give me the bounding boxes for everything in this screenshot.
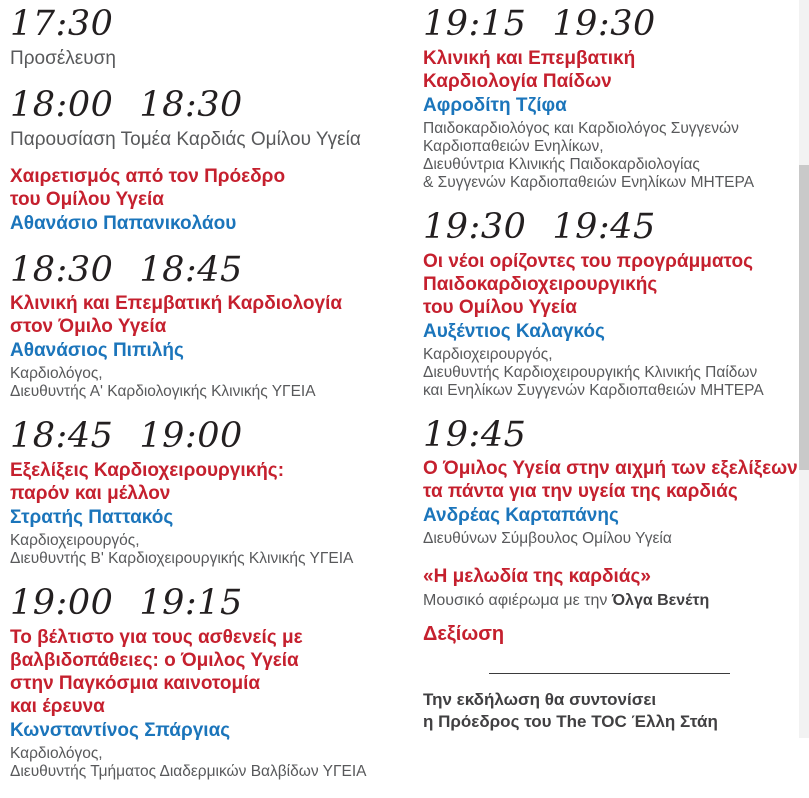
speaker-role [10, 532, 409, 568]
music-performer-name: Όλγα Βενέτη [611, 592, 710, 610]
talk-title-line: Καρδιολογία Παίδων [423, 70, 612, 92]
session-times [10, 6, 409, 44]
session-19-15 [423, 6, 795, 192]
session-19-45 [423, 414, 798, 549]
time-end: 18:30 [139, 84, 243, 125]
scrollbar-thumb[interactable] [799, 165, 809, 470]
time-start: 19:45 [423, 414, 527, 455]
talk-title-line: βαλβιδοπάθειες: ο Όμιλος Υγεία [10, 649, 299, 671]
time-end: 18:45 [139, 249, 243, 290]
time-end: 19:30 [552, 4, 656, 44]
talk-title [10, 165, 409, 211]
talk-title-line: στον Όμιλο Υγεία [10, 316, 167, 338]
speaker-role [423, 346, 795, 400]
speaker-name: Αυξέντιος Καλαγκός [423, 320, 605, 342]
speaker-role [10, 365, 409, 401]
talk-title-line: του Ομίλου Υγεία [10, 188, 164, 210]
speaker-role-line: Διευθυντής Τμήματος Διαδερμικών Βαλβίδων ΥΓΕΙΑ [10, 762, 367, 780]
speaker-role-line: Παιδοκαρδιολόγος και Καρδιολόγος Συγγενών [423, 119, 739, 137]
session-title: Προσέλευση [10, 47, 116, 69]
session-18-45 [10, 418, 409, 568]
speaker-role-line: και Ενηλίκων Συγγενών Καρδιοπαθειών ΜΗΤΕΡΑ [423, 381, 764, 399]
session-times [423, 6, 795, 44]
session-18-30 [10, 249, 409, 402]
talk-title [423, 250, 795, 319]
talk-title-line: Παιδοκαρδιοχειρουργικής [423, 273, 658, 295]
talk-title [10, 292, 409, 338]
music-tribute-title: «Η μελωδία της καρδιάς» [423, 566, 651, 588]
speaker-role-line: Καρδιοχειρουργός, [423, 345, 553, 363]
talk-title-line: Ο Όμιλος Υγεία στην αιχμή των εξελίξεων [423, 458, 798, 480]
talk-title-line: του Ομίλου Υγεία [423, 296, 577, 318]
time-start: 17:30 [10, 4, 114, 44]
reception-label: Δεξίωση [423, 623, 505, 646]
music-tribute-subtitle [423, 591, 795, 610]
footer-divider [489, 673, 730, 674]
session-17-30 [10, 6, 409, 70]
speaker-role-line: Διευθυντής Α' Καρδιολογικής Κλινικής ΥΓΕΙΑ [10, 383, 316, 401]
talk-title [10, 459, 409, 505]
time-start: 18:30 [10, 249, 114, 290]
speaker-name: Ανδρέας Καρταπάνης [423, 505, 619, 527]
session-times [10, 585, 409, 623]
moderator-note-line: η Πρόεδρος του The TOC Έλλη Στάη [423, 712, 718, 732]
talk-title-line: παρόν και μέλλον [10, 483, 171, 505]
time-start: 19:30 [423, 206, 527, 247]
program-column-right [423, 4, 798, 798]
talk-title-line: τα πάντα για την υγεία της καρδιάς [423, 481, 738, 503]
time-start: 19:15 [423, 4, 527, 44]
speaker-role-line: Καρδιοπαθειών Ενηλίκων, [423, 137, 604, 155]
session-times [423, 414, 795, 455]
session-19-00 [10, 585, 409, 781]
talk-title-line: Το βέλτιστο για τους ασθενείς με [10, 626, 303, 648]
talk-title-line: Κλινική και Επεμβατική [423, 47, 636, 69]
time-end: 19:15 [139, 583, 243, 624]
time-start: 19:00 [10, 583, 114, 624]
talk-title-line: και έρευνα [10, 695, 105, 717]
speaker-name: Αθανάσιος Πιπιλής [10, 340, 184, 362]
speaker-role-line: Καρδιοχειρουργός, [10, 532, 140, 550]
talk-title-line: Οι νέοι ορίζοντες του προγράμματος [423, 250, 753, 272]
time-end: 19:45 [552, 206, 656, 247]
session-times [10, 249, 409, 290]
talk-title-line: Χαιρετισμός από τον Πρόεδρο [10, 165, 286, 187]
speaker-role-line: Καρδιολόγος, [10, 744, 103, 762]
moderator-note-line: Την εκδήλωση θα συντονίσει [423, 690, 657, 710]
time-start: 18:00 [10, 84, 114, 125]
program-column-left [10, 6, 409, 798]
talk-title-line: Εξελίξεις Καρδιοχειρουργικής: [10, 460, 285, 482]
speaker-role [423, 120, 795, 192]
speaker-name: Στρατής Παττακός [10, 507, 174, 529]
talk-title [423, 457, 798, 503]
moderator-note [423, 689, 795, 733]
talk-title [423, 47, 795, 93]
music-tribute-prefix: Μουσικό αφιέρωμα με την [423, 592, 612, 610]
time-end: 19:00 [139, 416, 243, 457]
speaker-name: Κωνσταντίνος Σπάργιας [10, 719, 231, 741]
session-times [10, 418, 409, 456]
talk-title-line: στην Παγκόσμια καινοτομία [10, 672, 261, 694]
talk-title-line: Κλινική και Επεμβατική Καρδιολογία [10, 293, 343, 315]
speaker-role [10, 745, 409, 781]
speaker-name: Αφροδίτη Τζίφα [423, 94, 567, 116]
music-tribute [423, 565, 795, 610]
speaker-name: Αθανάσιο Παπανικολάου [10, 212, 237, 234]
speaker-role-line: Διευθύνων Σύμβουλος Ομίλου Υγεία [423, 530, 672, 548]
talk-title [10, 626, 409, 718]
session-times [423, 206, 795, 247]
session-title: Παρουσίαση Τομέα Καρδιάς Ομίλου Υγεία [10, 128, 361, 150]
session-18-00 [10, 84, 409, 235]
speaker-role [423, 530, 795, 548]
speaker-role-line: Διευθύντρια Κλινικής Παιδοκαρδιολογίας [423, 155, 700, 173]
scrollbar-track[interactable] [799, 0, 809, 738]
time-start: 18:45 [10, 416, 114, 457]
speaker-role-line: & Συγγενών Καρδιοπαθειών Ενηλίκων ΜΗΤΕΡΑ [423, 173, 755, 191]
session-times [10, 84, 409, 125]
speaker-role-line: Καρδιολόγος, [10, 365, 103, 383]
speaker-role-line: Διευθυντής Β' Καρδιοχειρουργικής Κλινικής ΥΓΕΙΑ [10, 550, 354, 568]
speaker-role-line: Διευθυντής Καρδιοχειρουργικής Κλινικής Παίδων [423, 363, 758, 381]
session-19-30 [423, 206, 795, 400]
